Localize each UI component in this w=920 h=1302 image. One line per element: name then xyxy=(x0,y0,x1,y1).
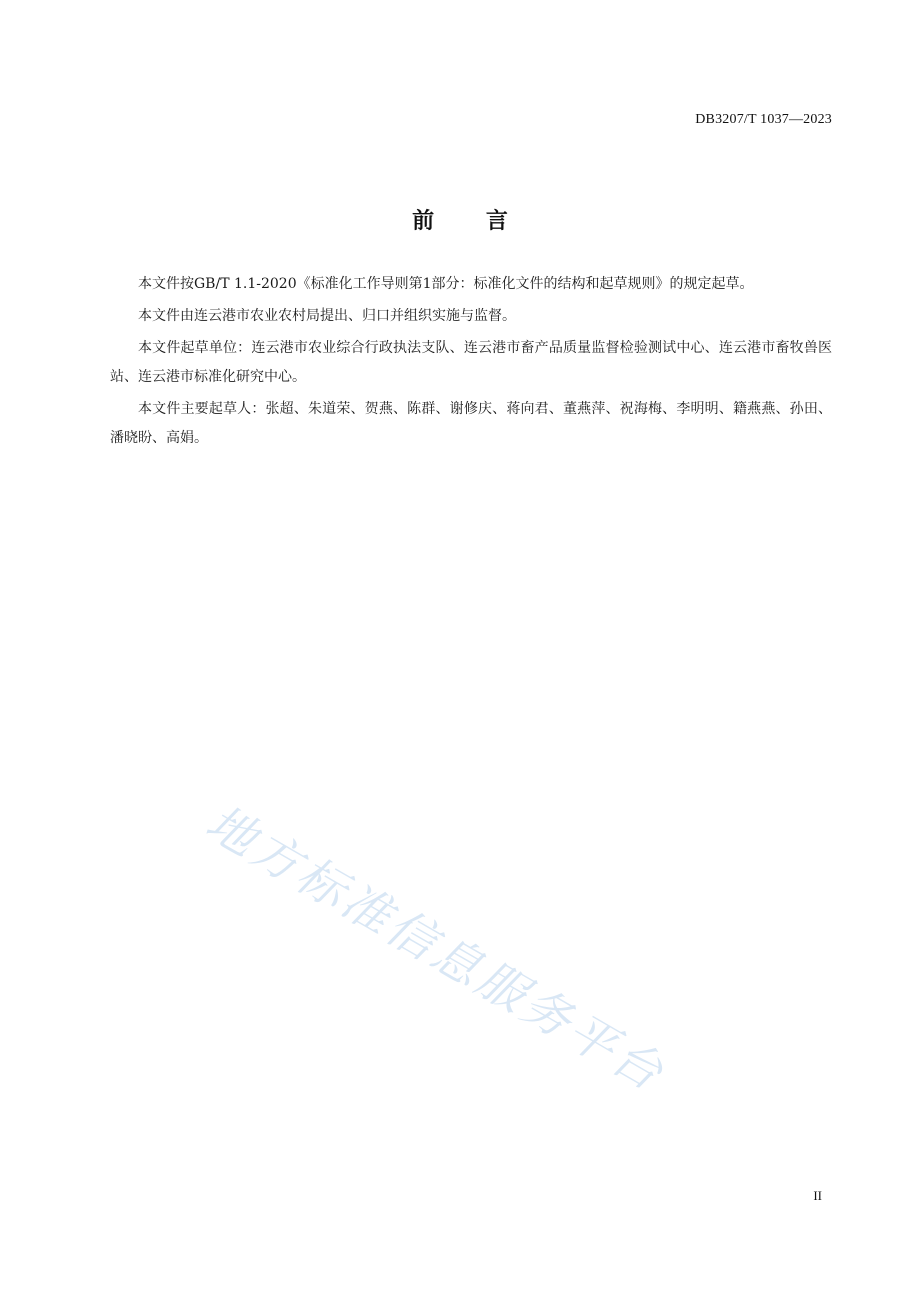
watermark-text: 地方标准信息服务平台 xyxy=(196,794,675,1104)
paragraph-drafting-units: 本文件起草单位：连云港市农业综合行政执法支队、连云港市畜产品质量监督检验测试中心、连云港市畜牧兽医站、连云港市标准化研究中心。 xyxy=(110,340,832,385)
paragraph-drafters: 本文件主要起草人：张超、朱道荣、贺燕、陈群、谢修庆、蒋向君、董燕萍、祝海梅、李明明、籍燕燕、孙田、潘晓盼、高娟。 xyxy=(110,401,832,446)
page-number: II xyxy=(813,1188,822,1203)
paragraph-proposer: 本文件由连云港市农业农村局提出、归口并组织实施与监督。 xyxy=(138,308,516,324)
page-title: 前 言 xyxy=(412,209,530,234)
paragraph-drafting-rules: 本文件按GB/T 1.1-2020《标准化工作导则第1部分：标准化文件的结构和起草规则》的规定起草。 xyxy=(138,276,754,292)
foreword-body xyxy=(110,270,832,456)
document-code: DB3207/T 1037—2023 xyxy=(695,112,832,127)
